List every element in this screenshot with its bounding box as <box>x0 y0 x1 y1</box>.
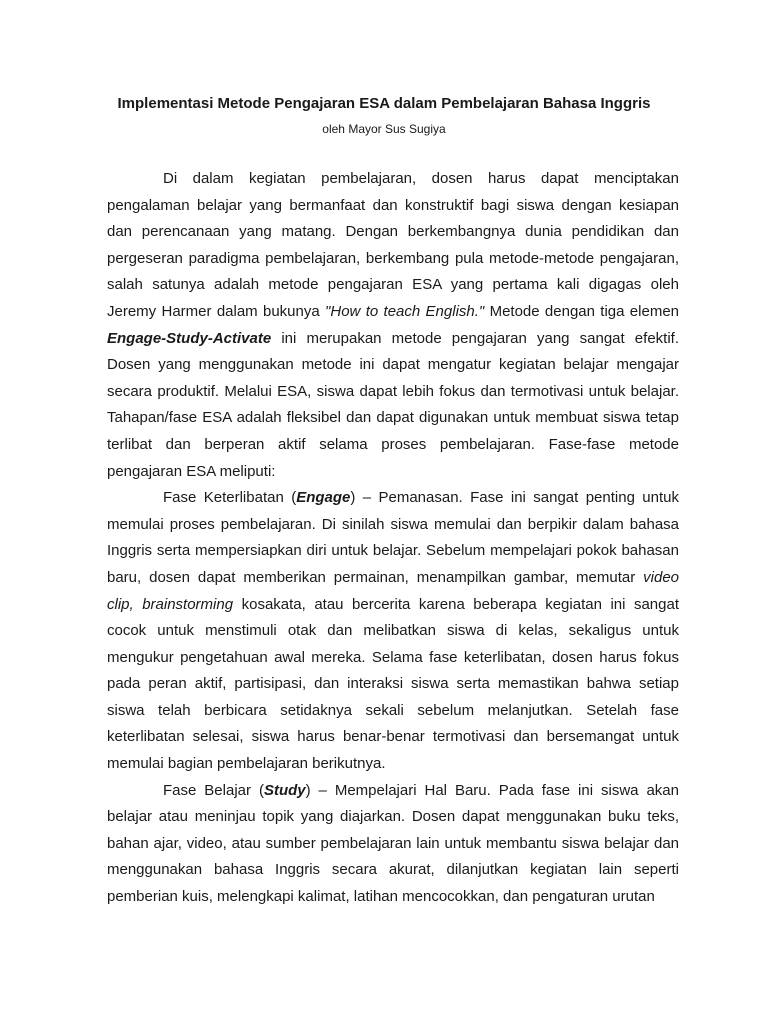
document-title: Implementasi Metode Pengajaran ESA dalam Pembelajaran Bahasa Inggris <box>117 95 651 112</box>
study-term: Study <box>263 781 306 799</box>
text-segment: ) – Mempelajari Hal Baru. Pada fase ini siswa akan belajar atau meninjau topik yang diajarkan. Dosen dapat menggunakan buku teks, bahan ajar, video, atau sumber pembelajaran lain untuk membantu siswa belajar dan menggunakan bahasa Inggris secara akurat, dilanjutkan kegiatan lain seperti pemberian kuis, melengkapi kalimat, latihan mencocokkan, dan pengaturan urutan <box>107 781 679 906</box>
text-segment: ) – Pemanasan. Fase ini sangat penting untuk memulai proses pembelajaran. Di sinilah siswa memulai dan berpikir dalam bahasa Inggris serta mempersiapkan diri untuk belajar. Sebelum mempelajari pokok bahasan baru, dosen dapat memberikan permainan, menampilkan gambar, memutar <box>107 489 679 586</box>
text-segment: ini merupakan metode pengajaran yang sangat efektif. Dosen yang menggunakan metode ini dapat mengatur kegiatan belajar mengajar secara produktif. Melalui ESA, siswa dapat lebih fokus dan termotivasi untuk belajar. Tahapan/fase ESA adalah fleksibel dan dapat digunakan untuk membuat siswa tetap terlibat dan berperan aktif selama proses pembelajaran. Fase-fase metode pengajaran ESA meliputi: <box>107 329 679 480</box>
text-segment: Fase Keterlibatan ( <box>163 489 297 507</box>
text-segment: kosakata, atau bercerita karena beberapa kegiatan ini sangat cocok untuk menstimuli otak dan melibatkan siswa di kelas, sekaligus untuk mengukur pengetahuan awal mereka. Selama fase keterlibatan, dosen harus fokus pada peran aktif, partisipasi, dan interaksi siswa serta memastikan bahwa setiap siswa telah berbicara setidaknya sekali sebelum melanjutkan. Setelah fase keterlibatan selesai, siswa harus benar-benar termotivasi dan bersemangat untuk memulai bagian pembelajaran berikutnya. <box>107 595 680 773</box>
esa-term: Engage-Study-Activate <box>107 329 272 347</box>
book-title: "How to teach English." <box>325 302 485 320</box>
text-segment: Fase Belajar ( <box>163 781 264 799</box>
video-term: video clip, brainstorming <box>107 568 679 613</box>
paragraph-intro <box>107 166 679 485</box>
paragraph-study <box>107 778 679 911</box>
text-segment: Metode dengan tiga elemen <box>484 302 680 320</box>
engage-term: Engage <box>296 489 351 507</box>
paragraph-engage <box>107 485 679 778</box>
text-segment: Di dalam kegiatan pembelajaran, dosen harus dapat menciptakan pengalaman belajar yang bermanfaat dan konstruktif bagi siswa dengan kesiapan dan perencanaan yang matang. Dengan berkembangnya dunia pendidikan dan pergeseran paradigma pembelajaran, berkembang pula metode-metode pengajaran, salah satunya adalah metode pengajaran ESA yang pertama kali digagas oleh Jeremy Harmer dalam bukunya <box>107 170 679 320</box>
author-line: oleh Mayor Sus Sugiya <box>322 122 446 136</box>
document-body <box>107 166 679 911</box>
